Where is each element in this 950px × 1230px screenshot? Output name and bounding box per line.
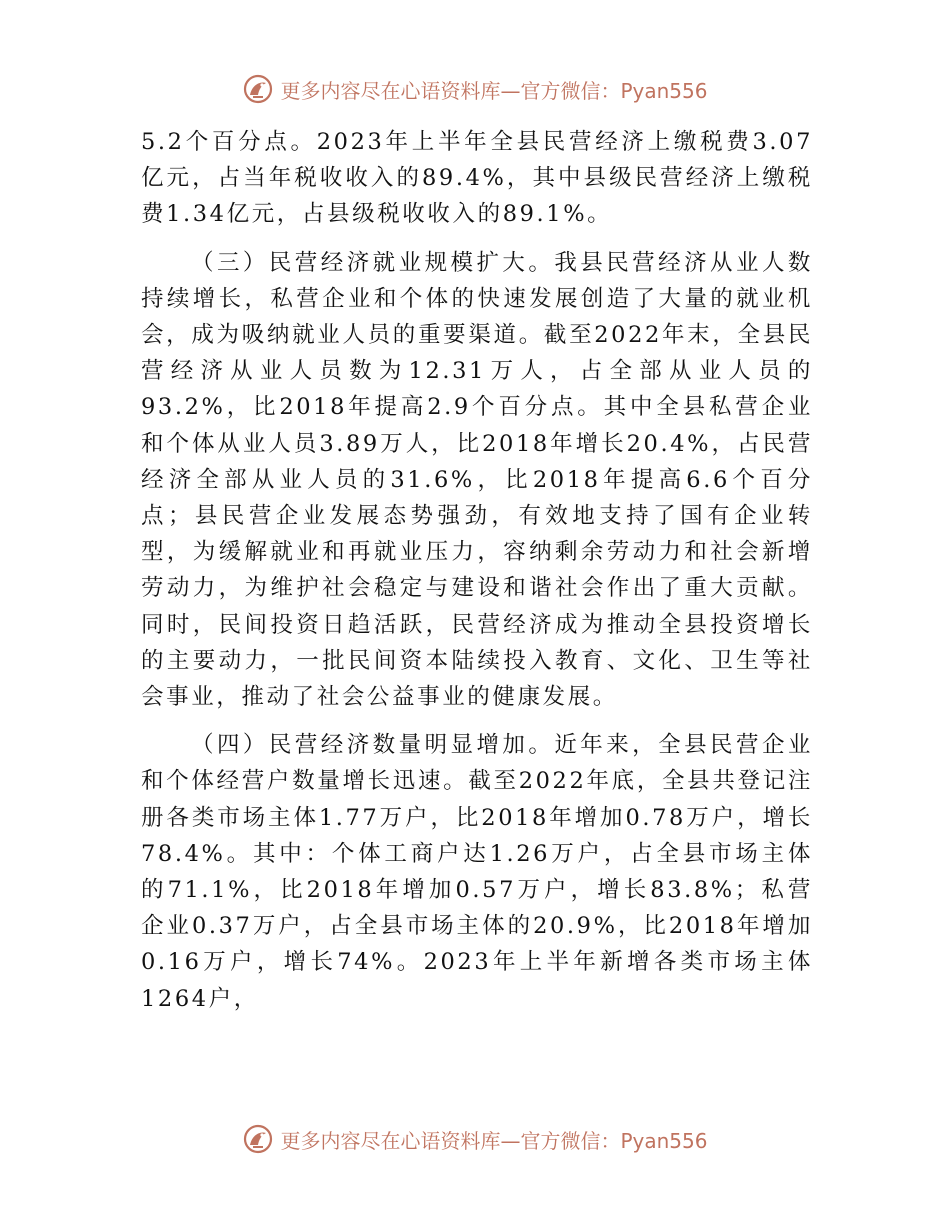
- chick-logo-icon: [242, 1123, 274, 1155]
- watermark-header: [0, 72, 950, 106]
- watermark-text: 更多内容尽在心语资料库—官方微信：Pyan556: [280, 1128, 708, 1153]
- chick-logo-icon: [242, 73, 274, 105]
- document-body: [141, 124, 813, 1029]
- paragraph-tax-continuation: 5.2个百分点。2023年上半年全县民营经济上缴税费3.07亿元，占当年税收收入的89.4%，其中县级民营经济上缴税费1.34亿元，占县级税收收入的89.1%。: [141, 129, 813, 228]
- watermark-text: 更多内容尽在心语资料库—官方微信：Pyan556: [280, 78, 708, 103]
- watermark-footer: [0, 1122, 950, 1156]
- paragraph-employment: （三）民营经济就业规模扩大。我县民营经济从业人数持续增长，私营企业和个体的快速发展创造了大量的就业机会，成为吸纳就业人员的重要渠道。截至2022年末，全县民营经济从业人员数为12.31万人，占全部从业人员的93.2%，比2018年提高2.9个百分点。其中全县私营企业和个体从业人员3.89万人，比2018年增长20.4%，占民营经济全部从业人员的31.6%，比2018年提高6.6个百分点；县民营企业发展态势强劲，有效地支持了国有企业转型，为缓解就业和再就业压力，容纳剩余劳动力和社会新增劳动力，为维护社会稳定与建设和谐社会作出了重大贡献。同时，民间投资日趋活跃，民营经济成为推动全县投资增长的主要动力，一批民间资本陆续投入教育、文化、卫生等社会事业，推动了社会公益事业的健康发展。: [141, 249, 813, 711]
- paragraph-market-entities: （四）民营经济数量明显增加。近年来，全县民营企业和个体经营户数量增长迅速。截至2022年底，全县共登记注册各类市场主体1.77万户，比2018年增加0.78万户，增长78.4%。其中：个体工商户达1.26万户，占全县市场主体的71.1%，比2018年增加0.57万户，增长83.8%；私营企业0.37万户，占全县市场主体的20.9%，比2018年增加0.16万户，增长74%。2023年上半年新增各类市场主体1264户，: [141, 732, 813, 1012]
